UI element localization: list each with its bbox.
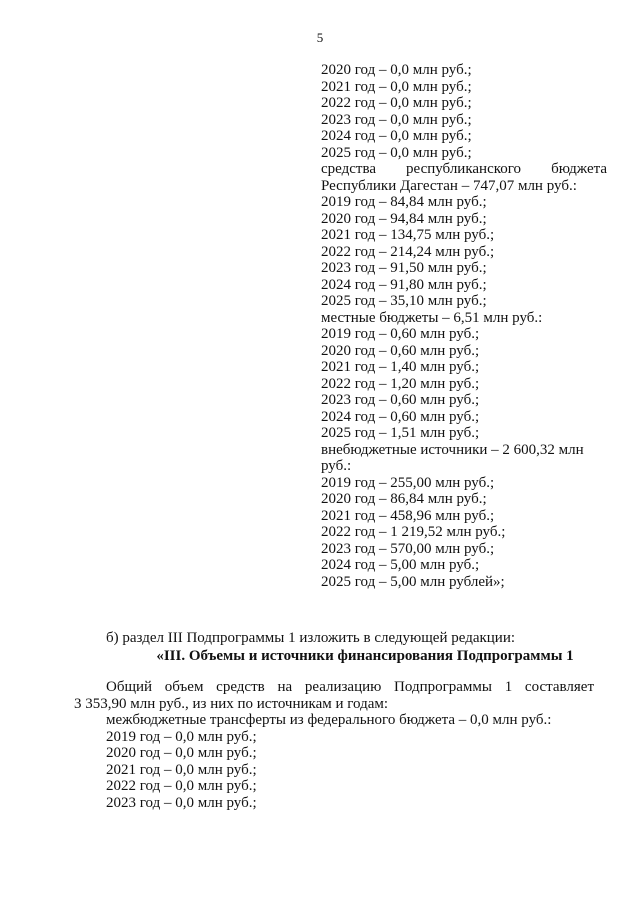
paragraph-line1: Общий объем средств на реализацию Подпрограммы 1 составляет: [106, 679, 594, 695]
republic-budget-line2: Республики Дагестан – 747,07 млн руб.:: [321, 177, 577, 194]
list-item: 2025 год – 5,00 млн рублей»;: [321, 573, 505, 590]
list-item: 2025 год – 35,10 млн руб.;: [321, 293, 487, 309]
list-item: 2022 год – 214,24 млн руб.;: [321, 243, 495, 260]
list-item: 2025 год – 1,51 млн руб.;: [321, 425, 480, 441]
list-item: 2021 год – 134,75 млн руб.;: [321, 227, 495, 243]
list-item: 2024 год – 0,0 млн руб.;: [321, 128, 472, 144]
list-item: 2022 год – 1,20 млн руб.;: [321, 375, 480, 392]
list-item: 2022 год – 0,0 млн руб.;: [321, 95, 472, 111]
list-item: 2020 год – 0,0 млн руб.;: [321, 62, 472, 78]
extra-budget-line2: руб.:: [321, 458, 352, 474]
list-item: 2024 год – 5,00 млн руб.;: [321, 557, 480, 573]
section-b-instruction: б) раздел III Подпрограммы 1 изложить в следующей редакции:: [106, 630, 516, 646]
paragraph-line2: 3 353,90 млн руб., из них по источникам и годам:: [74, 695, 389, 712]
list-item: 2019 год – 0,0 млн руб.;: [106, 728, 257, 745]
list-item: 2019 год – 84,84 млн руб.;: [321, 194, 487, 210]
section-body: [74, 630, 594, 811]
spacer: [74, 664, 594, 679]
list-item: 2021 год – 458,96 млн руб.;: [321, 507, 495, 524]
list-item: 2023 год – 570,00 млн руб.;: [321, 540, 495, 557]
list-item: 2020 год – 86,84 млн руб.;: [321, 491, 487, 507]
list-item: 2023 год – 0,0 млн руб.;: [106, 794, 257, 811]
list-item: 2021 год – 0,0 млн руб.;: [321, 78, 472, 95]
list-item: 2023 год – 0,60 млн руб.;: [321, 392, 480, 408]
list-item: 2023 год – 91,50 млн руб.;: [321, 260, 487, 276]
list-item: 2022 год – 0,0 млн руб.;: [106, 778, 257, 794]
list-item: 2019 год – 0,60 млн руб.;: [321, 326, 480, 342]
list-item: 2022 год – 1 219,52 млн руб.;: [321, 524, 506, 540]
list-item: 2019 год – 255,00 млн руб.;: [321, 474, 495, 491]
extra-budget-line1: внебюджетные источники – 2 600,32 млн: [321, 441, 584, 458]
list-item: 2020 год – 94,84 млн руб.;: [321, 210, 487, 227]
federal-transfers-title: межбюджетные трансферты из федерального бюджета – 0,0 млн руб.:: [106, 712, 552, 728]
list-item: 2023 год – 0,0 млн руб.;: [321, 111, 472, 128]
list-item: 2020 год – 0,0 млн руб.;: [106, 745, 257, 761]
list-item: 2021 год – 1,40 млн руб.;: [321, 359, 480, 375]
list-item: 2021 год – 0,0 млн руб.;: [106, 761, 257, 778]
republic-budget-line1: средства республиканского бюджета: [321, 161, 607, 177]
list-item: 2025 год – 0,0 млн руб.;: [321, 144, 472, 161]
list-item: 2024 год – 0,60 млн руб.;: [321, 408, 480, 425]
page-number: 5: [316, 30, 324, 45]
section-heading: «III. Объемы и источники финансирования Подпрограммы 1: [156, 647, 574, 664]
list-item: 2024 год – 91,80 млн руб.;: [321, 276, 487, 293]
federal-list: [74, 712, 594, 811]
funding-list-right-column: [321, 62, 607, 590]
local-budget-title: местные бюджеты – 6,51 млн руб.:: [321, 309, 543, 326]
list-item: 2020 год – 0,60 млн руб.;: [321, 342, 480, 359]
